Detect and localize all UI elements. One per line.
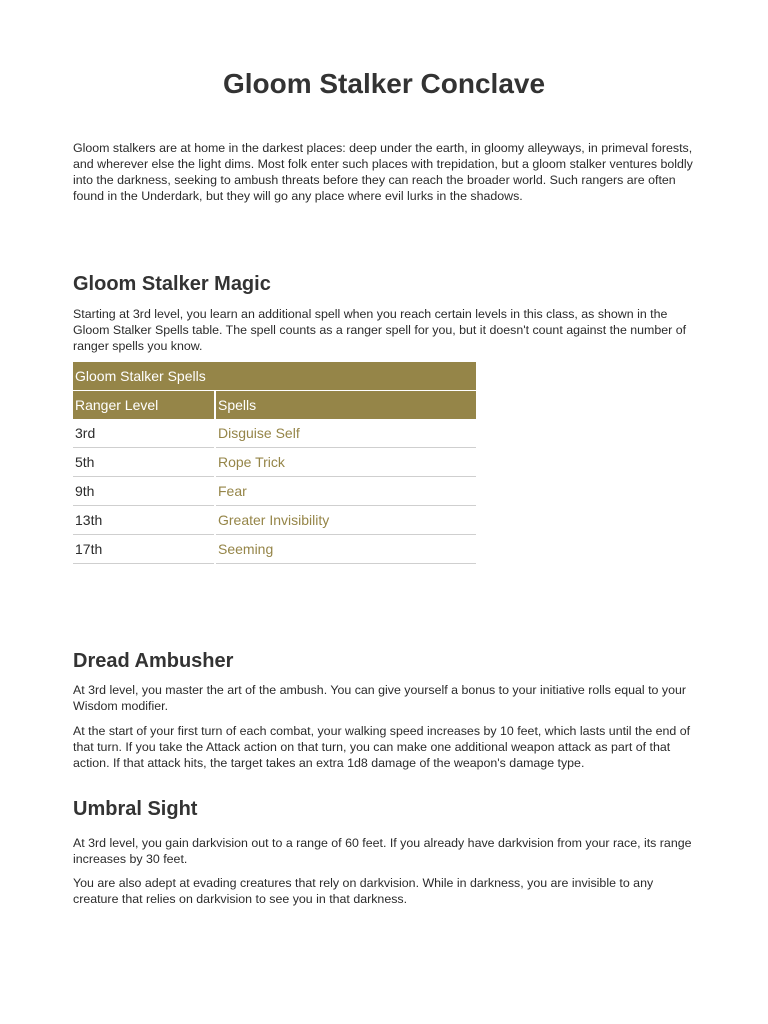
table-row xyxy=(73,419,476,448)
level-cell: 3rd xyxy=(73,419,214,448)
level-cell: 5th xyxy=(73,448,214,477)
table-row xyxy=(73,448,476,477)
page-title: Gloom Stalker Conclave xyxy=(222,68,546,99)
magic-paragraph: Starting at 3rd level, you learn an additional spell when you reach certain levels in this class, as shown in the Gloom Stalker Spells table. The spell counts as a ranger spell for you, but it doesn't count against the number of ranger spells you know. xyxy=(73,307,687,353)
section-heading-dread-ambusher: Dread Ambusher xyxy=(73,650,234,672)
spell-link[interactable]: Seeming xyxy=(216,535,476,564)
column-header-spells: Spells xyxy=(216,391,476,419)
umbral-paragraph-1: At 3rd level, you gain darkvision out to a range of 60 feet. If you already have darkvision from your race, its range increases by 30 feet. xyxy=(73,836,692,866)
column-header-level: Ranger Level xyxy=(73,391,214,419)
level-cell: 13th xyxy=(73,506,214,535)
intro-paragraph: Gloom stalkers are at home in the darkest places: deep under the earth, in gloomy alleyways, in primeval forests, and wherever else the light dims. Most folk enter such places with trepidation, but a gloom stalker ventures boldly into the darkness, seeking to ambush threats before they can reach the broader world. Such rangers are often found in the Underdark, but they will go any place where evil lurks in the shadows. xyxy=(73,141,693,203)
spell-link[interactable]: Greater Invisibility xyxy=(216,506,476,535)
spell-link[interactable]: Fear xyxy=(216,477,476,506)
section-heading-umbral-sight: Umbral Sight xyxy=(73,798,198,820)
dread-paragraph-1: At 3rd level, you master the art of the ambush. You can give yourself a bonus to your initiative rolls equal to your Wisdom modifier. xyxy=(73,683,686,713)
spell-link[interactable]: Disguise Self xyxy=(216,419,476,448)
table-row xyxy=(73,477,476,506)
table-row xyxy=(73,535,476,564)
table-row xyxy=(73,506,476,535)
level-cell: 9th xyxy=(73,477,214,506)
umbral-paragraph-2: You are also adept at evading creatures that rely on darkvision. While in darkness, you are invisible to any creature that relies on darkvision to see you in that darkness. xyxy=(73,876,654,906)
section-heading-magic: Gloom Stalker Magic xyxy=(73,273,271,295)
dread-paragraph-2: At the start of your first turn of each combat, your walking speed increases by 10 feet, which lasts until the end of that turn. If you take the Attack action on that turn, you can make one additional weapon attack as part of that action. If that attack hits, the target takes an extra 1d8 damage of the weapon's damage type. xyxy=(73,724,691,770)
spell-link[interactable]: Rope Trick xyxy=(216,448,476,477)
spells-table xyxy=(71,362,478,564)
level-cell: 17th xyxy=(73,535,214,564)
table-caption: Gloom Stalker Spells xyxy=(73,362,476,391)
